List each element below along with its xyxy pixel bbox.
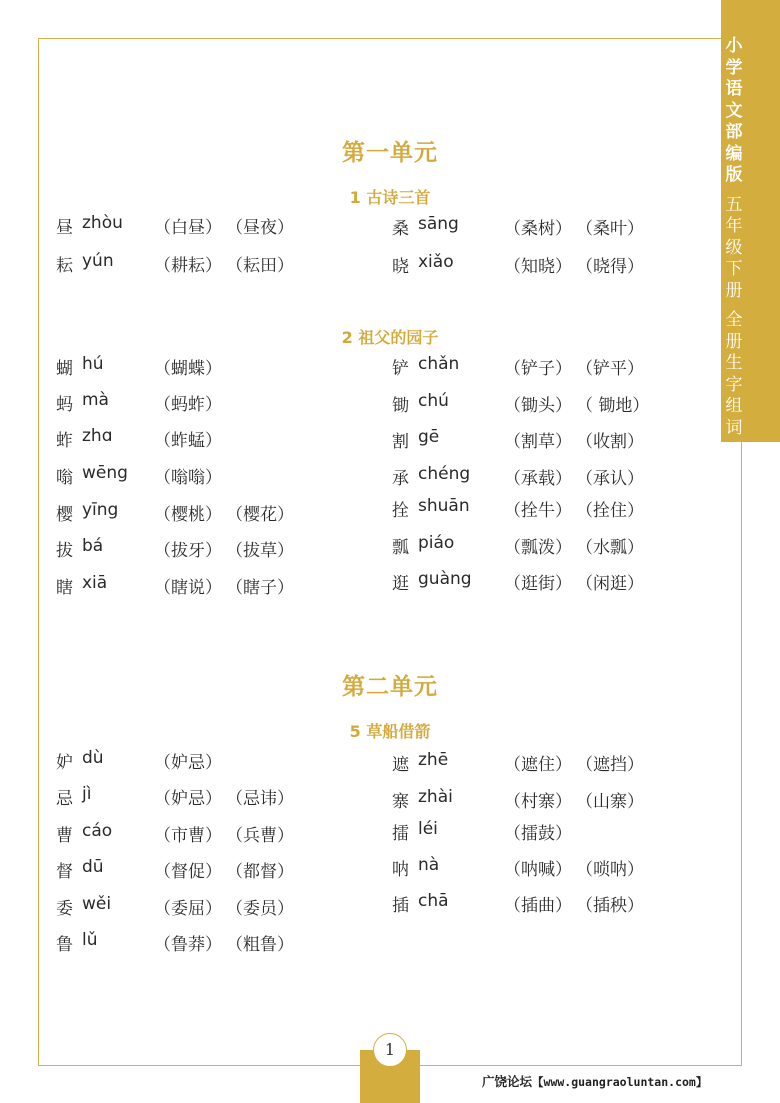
entry-word: （市曹） bbox=[154, 826, 222, 846]
entry-word: （蚱蜢） bbox=[154, 431, 222, 451]
entry-word: （遮住） bbox=[504, 755, 572, 775]
entry-word: （嗡嗡） bbox=[154, 468, 222, 488]
entry-pinyin: dū bbox=[82, 857, 104, 877]
entry-word: （蚂蚱） bbox=[154, 395, 222, 415]
entry-word: （瓢泼） bbox=[504, 538, 572, 558]
entry-word: （瞎说） bbox=[154, 578, 222, 598]
entry-word: （ 锄地） bbox=[576, 396, 650, 416]
lesson-title: 1 古诗三首 bbox=[349, 188, 431, 207]
entry-word: （桑叶） bbox=[576, 219, 644, 239]
entry-pinyin: xiā bbox=[82, 573, 108, 593]
entry-hanzi: 拔 bbox=[56, 541, 73, 561]
entry-pinyin: léi bbox=[418, 819, 438, 839]
entry-hanzi: 蝴 bbox=[56, 359, 73, 379]
lesson-title: 2 祖父的园子 bbox=[341, 328, 439, 347]
entry-pinyin: wēng bbox=[82, 463, 128, 483]
entry-word: （督促） bbox=[154, 862, 222, 882]
entry-hanzi: 嗡 bbox=[56, 468, 73, 488]
entry-hanzi: 桑 bbox=[392, 219, 409, 239]
entry-pinyin: cáo bbox=[82, 821, 113, 841]
entry-word: （铲平） bbox=[576, 359, 644, 379]
entry-word: （拔牙） bbox=[154, 541, 222, 561]
entry-word: （妒忌） bbox=[154, 789, 222, 809]
entry-hanzi: 瞎 bbox=[56, 578, 73, 598]
entry-word: （唢呐） bbox=[576, 860, 644, 880]
entry-word: （山寨） bbox=[576, 792, 644, 812]
entry-word: （拴牛） bbox=[504, 501, 572, 521]
side-tab-series: 小学语文部编版 bbox=[725, 36, 743, 185]
entry-word: （都督） bbox=[226, 862, 294, 882]
entry-hanzi: 擂 bbox=[392, 824, 409, 844]
entry-word: （擂鼓） bbox=[504, 824, 572, 844]
entry-pinyin: zhɑ bbox=[82, 426, 113, 446]
entry-hanzi: 寨 bbox=[392, 792, 409, 812]
entry-pinyin: chā bbox=[418, 891, 449, 911]
entry-pinyin: lǔ bbox=[82, 930, 98, 950]
entry-hanzi: 割 bbox=[392, 432, 409, 452]
side-tab-subject: 全册生字组词 bbox=[725, 310, 743, 438]
entry-pinyin: gē bbox=[418, 427, 440, 447]
entry-hanzi: 耘 bbox=[56, 256, 73, 276]
side-tab-text bbox=[724, 36, 744, 439]
entry-word: （昼夜） bbox=[226, 218, 294, 238]
entry-pinyin: xiǎo bbox=[418, 252, 454, 272]
entry-word: （锄头） bbox=[504, 396, 572, 416]
entry-word: （闲逛） bbox=[576, 574, 644, 594]
entry-word: （桑树） bbox=[504, 219, 572, 239]
entry-hanzi: 妒 bbox=[56, 753, 73, 773]
side-tab-grade: 五年级下册 bbox=[725, 194, 743, 301]
entry-hanzi: 督 bbox=[56, 862, 73, 882]
entry-hanzi: 插 bbox=[392, 896, 409, 916]
entry-pinyin: jì bbox=[82, 784, 92, 804]
entry-word: （粗鲁） bbox=[226, 935, 294, 955]
entry-word: （拔草） bbox=[226, 541, 294, 561]
entry-hanzi: 委 bbox=[56, 899, 73, 919]
entry-hanzi: 蚂 bbox=[56, 395, 73, 415]
entry-word: （铲子） bbox=[504, 359, 572, 379]
entry-pinyin: bá bbox=[82, 536, 104, 556]
lesson-title: 5 草船借箭 bbox=[349, 722, 431, 741]
entry-word: （遮挡） bbox=[576, 755, 644, 775]
entry-hanzi: 樱 bbox=[56, 505, 73, 525]
entry-word: （委员） bbox=[226, 899, 294, 919]
entry-hanzi: 蚱 bbox=[56, 431, 73, 451]
entry-hanzi: 曹 bbox=[56, 826, 73, 846]
entry-word: （村寨） bbox=[504, 792, 572, 812]
entry-word: （水瓢） bbox=[576, 538, 644, 558]
page-number: 1 bbox=[373, 1033, 407, 1067]
entry-word: （插秧） bbox=[576, 896, 644, 916]
entry-hanzi: 锄 bbox=[392, 396, 409, 416]
entry-hanzi: 瓢 bbox=[392, 538, 409, 558]
entry-word: （收割） bbox=[576, 432, 644, 452]
entry-word: （瞎子） bbox=[226, 578, 294, 598]
entry-word: （割草） bbox=[504, 432, 572, 452]
unit-title: 第二单元 bbox=[342, 674, 438, 700]
entry-hanzi: 承 bbox=[392, 469, 409, 489]
entry-pinyin: shuān bbox=[418, 496, 470, 516]
entry-pinyin: yīng bbox=[82, 500, 119, 520]
entry-pinyin: mà bbox=[82, 390, 109, 410]
entry-pinyin: chǎn bbox=[418, 354, 460, 374]
entry-word: （兵曹） bbox=[226, 826, 294, 846]
entry-hanzi: 鲁 bbox=[56, 935, 73, 955]
entry-pinyin: chéng bbox=[418, 464, 471, 484]
entry-pinyin: guàng bbox=[418, 569, 472, 589]
entry-word: （白昼） bbox=[154, 218, 222, 238]
footer-url: 【www.guangraoluntan.com】 bbox=[532, 1075, 708, 1089]
entry-hanzi: 逛 bbox=[392, 574, 409, 594]
entry-pinyin: chú bbox=[418, 391, 449, 411]
entry-word: （耕耘） bbox=[154, 256, 222, 276]
entry-word: （蝴蝶） bbox=[154, 359, 222, 379]
entry-word: （鲁莽） bbox=[154, 935, 222, 955]
entry-word: （承认） bbox=[576, 469, 644, 489]
entry-hanzi: 呐 bbox=[392, 860, 409, 880]
entry-word: （呐喊） bbox=[504, 860, 572, 880]
entry-pinyin: yún bbox=[82, 251, 114, 271]
footer-source bbox=[482, 1072, 707, 1090]
entry-word: （逛街） bbox=[504, 574, 572, 594]
entry-word: （忌讳） bbox=[226, 789, 294, 809]
entry-pinyin: zhòu bbox=[82, 213, 123, 233]
entry-word: （委屈） bbox=[154, 899, 222, 919]
entry-hanzi: 昼 bbox=[56, 218, 73, 238]
entry-pinyin: zhē bbox=[418, 750, 449, 770]
entry-word: （晓得） bbox=[576, 257, 644, 277]
entry-pinyin: piáo bbox=[418, 533, 455, 553]
entry-pinyin: dù bbox=[82, 748, 104, 768]
entry-hanzi: 忌 bbox=[56, 789, 73, 809]
unit-title: 第一单元 bbox=[342, 140, 438, 166]
entry-pinyin: nà bbox=[418, 855, 440, 875]
entry-word: （知晓） bbox=[504, 257, 572, 277]
entry-word: （妒忌） bbox=[154, 753, 222, 773]
entry-word: （樱桃） bbox=[154, 505, 222, 525]
entry-pinyin: zhài bbox=[418, 787, 453, 807]
entry-pinyin: wěi bbox=[82, 894, 112, 914]
entry-pinyin: hú bbox=[82, 354, 104, 374]
entry-word: （拴住） bbox=[576, 501, 644, 521]
entry-pinyin: sāng bbox=[418, 214, 459, 234]
entry-word: （耘田） bbox=[226, 256, 294, 276]
entry-word: （承载） bbox=[504, 469, 572, 489]
entry-hanzi: 遮 bbox=[392, 755, 409, 775]
entry-hanzi: 铲 bbox=[392, 359, 409, 379]
entry-hanzi: 晓 bbox=[392, 257, 409, 277]
footer-site-name: 广饶论坛 bbox=[482, 1074, 533, 1089]
entry-word: （插曲） bbox=[504, 896, 572, 916]
entry-word: （樱花） bbox=[226, 505, 294, 525]
entry-hanzi: 拴 bbox=[392, 501, 409, 521]
